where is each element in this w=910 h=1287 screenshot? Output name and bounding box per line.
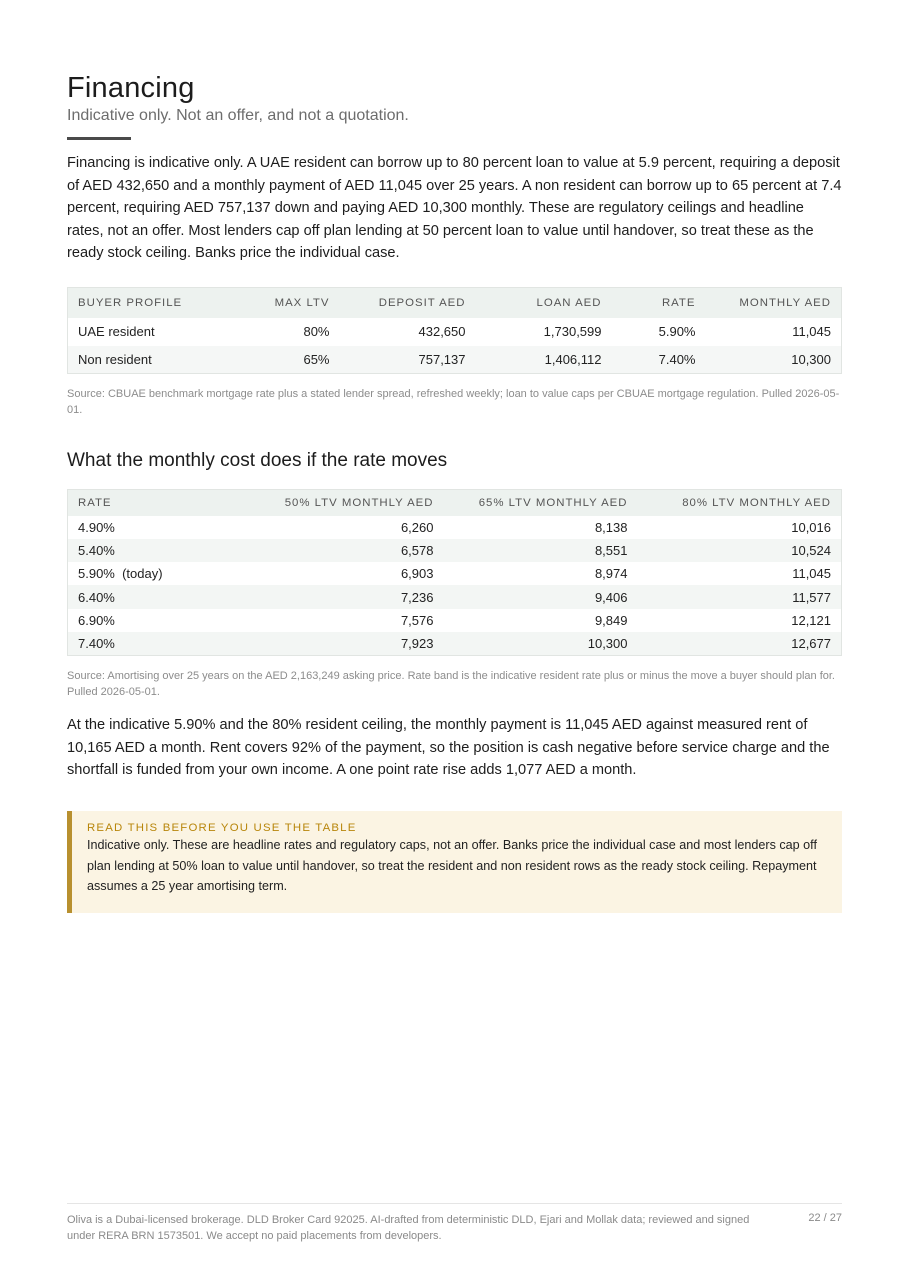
cell-deposit: 432,650	[418, 324, 466, 339]
cell-50-ltv: 7,923	[248, 632, 444, 655]
cell-buyer-profile: Non resident	[68, 346, 218, 374]
table-header-row	[68, 288, 842, 318]
col-header-rate: RATE	[68, 490, 248, 516]
profile-table-source: Source: CBUAE benchmark mortgage rate plus a stated lender spread, refreshed weekly; loan to value caps per CBUAE mortgage regulation. Pulled 2026-05-01.	[67, 388, 840, 416]
table-header-row	[68, 490, 842, 516]
cell-65-ltv: 9,406	[444, 585, 638, 608]
cell-80-ltv: 11,045	[792, 566, 831, 582]
cell-50-ltv: 6,903	[400, 566, 434, 582]
cell-monthly: 11,045	[792, 324, 831, 339]
col-header-80-ltv: 80% LTV MONTHLY AED	[638, 490, 842, 516]
cell-50-ltv: 7,236	[248, 585, 444, 608]
cell-loan: 1,406,112	[476, 346, 612, 374]
table-row	[68, 346, 842, 374]
cell-50-ltv: 6,578	[248, 539, 444, 562]
col-header-65-ltv: 65% LTV MONTHLY AED	[444, 490, 638, 516]
cell-65-ltv: 8,974	[594, 566, 628, 582]
analysis-paragraph: At the indicative 5.90% and the 80% resident ceiling, the monthly payment is 11,045 AED against measured rent of 10,165 AED a month. Rent covers 92% of the payment, so the position is cash negative before service charge and the shortfall is funded from your own income. A one point rate rise adds 1,077 AED a month.	[67, 717, 830, 779]
cell-rate: 7.40%	[612, 346, 706, 374]
intro-paragraph: Financing is indicative only. A UAE resident can borrow up to 80 percent loan to value at 5.9 percent, requiring a deposit of AED 432,650 and a monthly payment of AED 11,045 over 25 years. A non resident can borrow up to 65 percent at 7.4 percent, requiring AED 757,137 down and paying AED 10,300 monthly. These are regulatory ceilings and headline rates, not an offer. Most lenders cap off plan lending at 50 percent loan to value until handover, so treat these as the ready stock ceiling. Banks price the individual case.	[67, 155, 842, 262]
cell-80-ltv: 12,677	[638, 632, 842, 655]
table-row	[68, 318, 842, 346]
cell-max-ltv: 80%	[303, 324, 330, 339]
page-number: 22 / 27	[808, 1212, 842, 1224]
rate-sensitivity-table	[67, 489, 842, 656]
table-row	[68, 585, 842, 608]
cell-65-ltv: 10,300	[444, 632, 638, 655]
table-row	[68, 539, 842, 562]
table-row	[68, 632, 842, 655]
col-header-rate: RATE	[612, 288, 706, 318]
cell-monthly: 10,300	[706, 346, 842, 374]
col-header-50-ltv: 50% LTV MONTHLY AED	[248, 490, 444, 516]
cell-80-ltv: 10,016	[791, 519, 831, 535]
sensitivity-table-source: Source: Amortising over 25 years on the AED 2,163,249 asking price. Rate band is the indicative resident rate plus or minus the move a buyer should plan for. Pulled 2026-05-01.	[67, 670, 835, 698]
page-subtitle: Indicative only. Not an offer, and not a quotation.	[67, 107, 409, 124]
cell-rate: 6.40%	[68, 585, 248, 608]
page	[67, 0, 842, 1287]
table-row	[68, 609, 842, 632]
cell-80-ltv: 11,577	[638, 585, 842, 608]
col-header-buyer-profile: BUYER PROFILE	[68, 288, 218, 318]
cell-rate: 6.90%	[78, 612, 115, 628]
cell-max-ltv: 65%	[218, 346, 340, 374]
cell-rate: 5.90% (today)	[78, 566, 163, 582]
cell-deposit: 757,137	[340, 346, 476, 374]
cell-80-ltv: 12,121	[791, 612, 831, 628]
cell-65-ltv: 9,849	[594, 612, 628, 628]
col-header-monthly: MONTHLY AED	[706, 288, 842, 318]
col-header-deposit: DEPOSIT AED	[340, 288, 476, 318]
cell-rate: 5.40%	[68, 539, 248, 562]
cell-rate: 4.90%	[78, 519, 115, 535]
cell-buyer-profile: UAE resident	[78, 324, 155, 339]
section-heading: What the monthly cost does if the rate moves	[67, 450, 448, 471]
callout-body: Indicative only. These are headline rates and regulatory caps, not an offer. Banks price the individual case and most lenders cap off plan lending at 50% loan to value until handover, so treat the resident and non resident rows as the ready stock ceiling. Repayment assumes a 25 year amortising term.	[87, 838, 817, 893]
col-header-loan: LOAN AED	[476, 288, 612, 318]
col-header-max-ltv: MAX LTV	[218, 288, 340, 318]
cell-65-ltv: 8,138	[594, 519, 628, 535]
footer-divider	[67, 1203, 842, 1204]
cell-rate: 5.90%	[658, 324, 696, 339]
cell-50-ltv: 6,260	[400, 519, 434, 535]
cell-50-ltv: 7,576	[400, 612, 434, 628]
table-row	[68, 562, 842, 585]
buyer-profile-table	[67, 287, 842, 374]
page-title: Financing	[67, 72, 195, 104]
warning-callout	[67, 811, 842, 913]
cell-80-ltv: 10,524	[638, 539, 842, 562]
cell-loan: 1,730,599	[543, 324, 602, 339]
cell-65-ltv: 8,551	[444, 539, 638, 562]
cell-rate: 7.40%	[68, 632, 248, 655]
footer-disclaimer: Oliva is a Dubai-licensed brokerage. DLD Broker Card 92025. AI-drafted from deterministic DLD, Ejari and Mollak data; reviewed and signed under RERA BRN 1573501. We accept no paid placements from developers.	[67, 1214, 750, 1242]
callout-title: READ THIS BEFORE YOU USE THE TABLE	[87, 822, 357, 834]
title-divider	[67, 137, 131, 140]
table-row	[68, 516, 842, 539]
